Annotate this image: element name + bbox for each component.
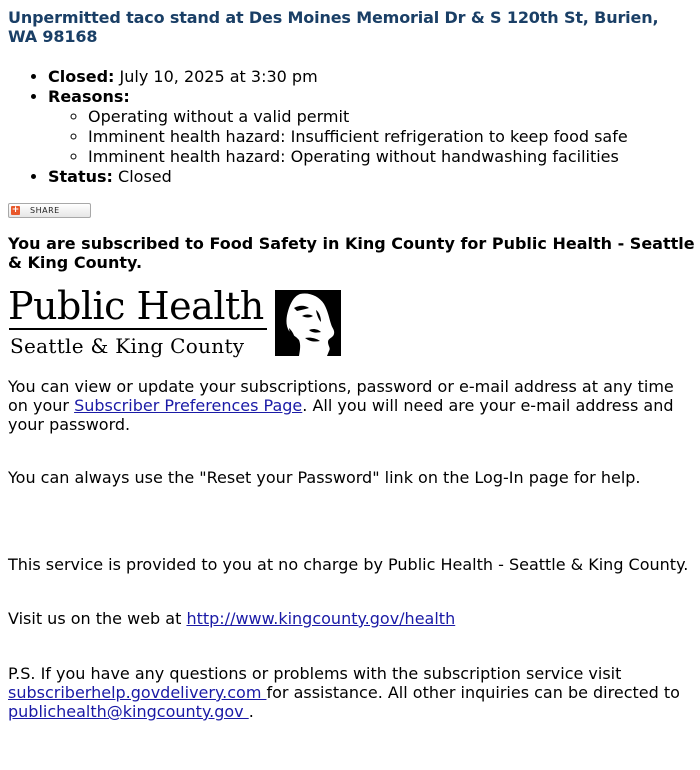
subscriber-preferences-link[interactable]: Subscriber Preferences Page xyxy=(74,396,303,415)
service-paragraph: This service is provided to you at no charge by Public Health - Seattle & King County. xyxy=(8,555,689,574)
ps-paragraph xyxy=(8,664,698,721)
status-label: Status: xyxy=(48,167,113,186)
status-value: Closed xyxy=(118,167,172,186)
reasons-label: Reasons: xyxy=(48,87,130,106)
ps-text-before: P.S. If you have any questions or problems with the subscription service visit xyxy=(8,664,622,683)
preferences-paragraph xyxy=(8,377,698,434)
visit-paragraph xyxy=(8,609,698,628)
alert-details-list xyxy=(8,67,692,187)
reset-password-paragraph: You can always use the "Reset your Password" link on the Log-In page for help. xyxy=(8,468,641,487)
reason-item: ◦ Imminent health hazard: Insufficient refrigeration to keep food safe xyxy=(88,127,692,147)
logo-subtitle: Seattle & King County xyxy=(10,334,245,358)
preferences-text-after: . All you will need are your e-mail address and your password. xyxy=(8,396,674,434)
kingcounty-health-link[interactable]: http://www.kingcounty.gov/health xyxy=(186,609,456,628)
ps-text-middle: for assistance. All other inquiries can be directed to xyxy=(266,683,680,702)
alert-title xyxy=(8,8,692,46)
visit-text: Visit us on the web at xyxy=(8,609,187,628)
plus-icon: + xyxy=(11,205,20,215)
closed-item xyxy=(48,67,692,87)
subscriberhelp-link[interactable]: subscriberhelp.govdelivery.com xyxy=(8,683,267,702)
closed-value: July 10, 2025 at 3:30 pm xyxy=(119,67,318,86)
closed-label: Closed: xyxy=(48,67,115,86)
public-health-logo xyxy=(8,284,343,360)
share-button[interactable] xyxy=(8,203,91,218)
alert-title-line1: Unpermitted taco stand at Des Moines Memorial Dr & S 120th St, Burien, xyxy=(8,8,659,27)
reasons-item xyxy=(48,87,692,167)
email-body xyxy=(8,8,695,721)
reasons-list xyxy=(48,107,692,167)
reason-item: ◦ Operating without a valid permit xyxy=(88,107,692,127)
status-item xyxy=(48,167,692,187)
preferences-text-before: You can view or update your subscriptions, password or e-mail address at any time on your xyxy=(8,377,674,415)
face-silhouette-icon xyxy=(275,290,341,356)
logo-divider xyxy=(9,328,267,330)
logo-title: Public Health xyxy=(8,284,264,328)
share-label: SHARE xyxy=(30,206,60,215)
subscription-notice: You are subscribed to Food Safety in King County for Public Health - Seattle & King County. xyxy=(8,234,695,272)
ps-text-after: . xyxy=(248,702,254,721)
alert-title-line2: WA 98168 xyxy=(8,27,98,46)
reason-item: ◦ Imminent health hazard: Operating without handwashing facilities xyxy=(88,147,692,167)
publichealth-email-link[interactable]: publichealth@kingcounty.gov xyxy=(8,702,249,721)
